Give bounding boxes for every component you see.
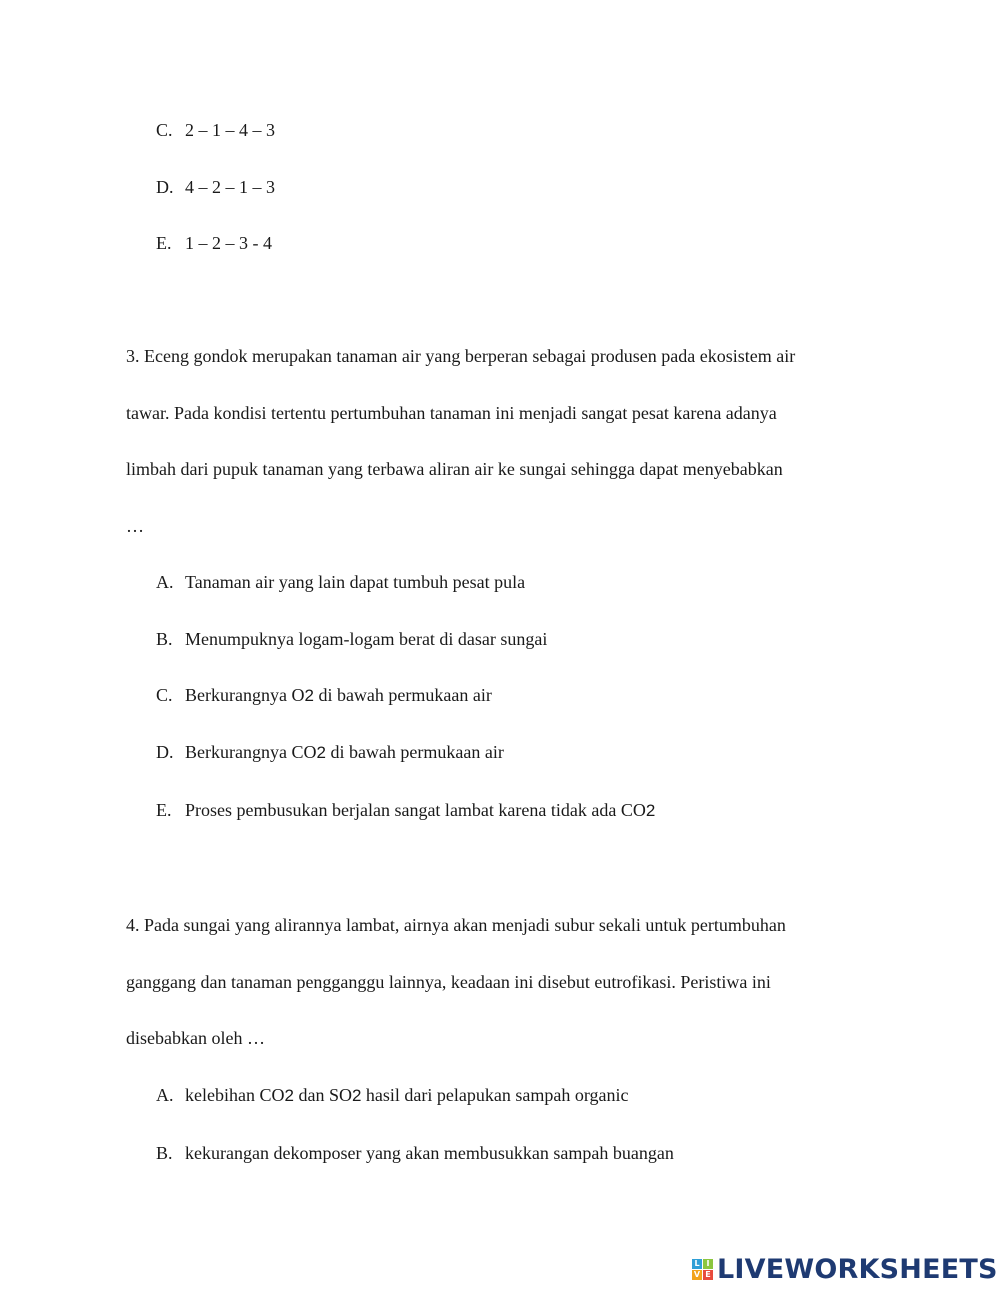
subscript: 2 xyxy=(351,1086,362,1105)
option-letter: A. xyxy=(156,572,174,592)
logo-mark-v: V xyxy=(693,1269,701,1279)
option-letter: D. xyxy=(156,177,174,197)
option-letter: C. xyxy=(156,685,173,705)
option-letter: B. xyxy=(156,1143,173,1163)
option-text-post: hasil dari pelapukan sampah organic xyxy=(361,1085,629,1105)
q2-option-c[interactable] xyxy=(156,119,275,141)
option-text-pre: kelebihan CO xyxy=(185,1085,285,1105)
option-text-pre: Berkurangnya O xyxy=(185,685,305,705)
logo-mark-icon xyxy=(692,1259,713,1280)
option-text: 2 – 1 – 4 – 3 xyxy=(185,120,275,140)
q3-question-line-3: limbah dari pupuk tanaman yang terbawa aliran air ke sungai sehingga dapat menyebabkan xyxy=(126,459,783,479)
option-letter: C. xyxy=(156,120,173,140)
option-text: 4 – 2 – 1 – 3 xyxy=(185,177,275,197)
q4-option-b[interactable] xyxy=(156,1142,674,1164)
option-text: Tanaman air yang lain dapat tumbuh pesat pula xyxy=(185,572,526,592)
option-text-mid: dan SO xyxy=(293,1085,352,1105)
subscript: 2 xyxy=(284,1086,294,1105)
option-letter: D. xyxy=(156,742,174,762)
q3-option-d[interactable] xyxy=(156,741,504,764)
subscript: 2 xyxy=(304,686,314,705)
option-letter: A. xyxy=(156,1085,174,1105)
option-letter: E. xyxy=(156,233,172,253)
subscript: 2 xyxy=(645,801,656,820)
option-text: kekurangan dekomposer yang akan membusukkan sampah buangan xyxy=(185,1143,674,1163)
option-text-post: di bawah permukaan air xyxy=(325,742,504,762)
option-text-pre: Proses pembusukan berjalan sangat lambat karena tidak ada CO xyxy=(185,800,646,820)
q3-option-a[interactable] xyxy=(156,571,525,593)
logo-mark-e: E xyxy=(703,1270,713,1280)
q4-question-line-2: ganggang dan tanaman pengganggu lainnya, keadaan ini disebut eutrofikasi. Peristiwa ini xyxy=(126,972,771,992)
q4-question-line-1: 4. Pada sungai yang alirannya lambat, airnya akan menjadi subur sekali untuk pertumbuhan xyxy=(126,915,786,935)
q3-question-line-4: … xyxy=(126,516,144,536)
option-text: 1 – 2 – 3 - 4 xyxy=(185,233,272,253)
q3-option-c[interactable] xyxy=(156,684,492,707)
liveworksheets-logo[interactable] xyxy=(692,1254,998,1284)
option-letter: E. xyxy=(156,800,172,820)
q2-option-d[interactable] xyxy=(156,176,275,198)
q3-question-line-2: tawar. Pada kondisi tertentu pertumbuhan tanaman ini menjadi sangat pesat karena adanya xyxy=(126,403,777,423)
logo-text: LIVEWORKSHEETS xyxy=(717,1253,998,1285)
q4-option-a[interactable] xyxy=(156,1084,629,1107)
subscript: 2 xyxy=(316,743,326,762)
q3-question-line-1: 3. Eceng gondok merupakan tanaman air yang berperan sebagai produsen pada ekosistem air xyxy=(126,346,796,366)
option-text: Menumpuknya logam-logam berat di dasar sungai xyxy=(185,629,548,649)
option-text-pre: Berkurangnya CO xyxy=(185,742,317,762)
q3-option-e[interactable] xyxy=(156,799,655,822)
q3-option-b[interactable] xyxy=(156,628,547,650)
logo-mark-l: L xyxy=(692,1259,702,1269)
q2-option-e[interactable] xyxy=(156,232,272,254)
logo-mark-i: I xyxy=(703,1259,713,1269)
q4-question-line-3: disebabkan oleh … xyxy=(126,1028,265,1048)
option-letter: B. xyxy=(156,629,173,649)
option-text-post: di bawah permukaan air xyxy=(313,685,492,705)
